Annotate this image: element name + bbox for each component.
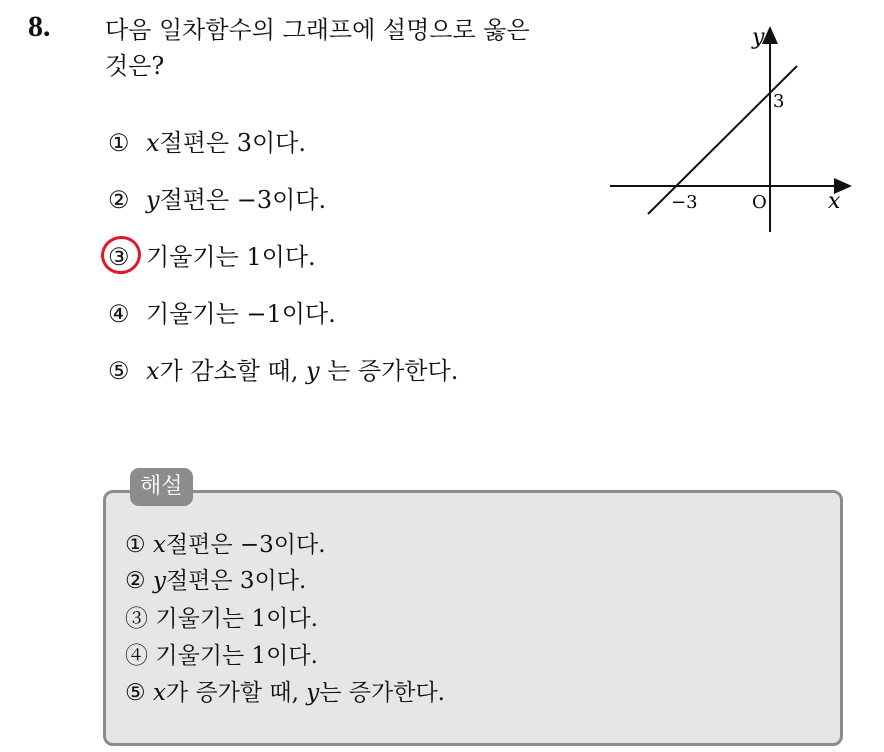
choice-2-variable: y (146, 186, 160, 214)
question-number: 8. (28, 10, 51, 43)
question-line-2: 것은? (105, 52, 165, 80)
y-axis-label: y (752, 25, 765, 50)
choice-4-number: ④ (108, 300, 130, 328)
choice-3-number: ③ (108, 243, 130, 271)
choice-2[interactable] (108, 183, 326, 217)
solution-label: 해설 (130, 468, 193, 506)
origin-label: O (752, 192, 767, 213)
solution-line-5 (125, 675, 445, 711)
choice-5-number: ⑤ (108, 357, 130, 385)
solution-line-2-variable: y (152, 568, 166, 594)
solution-line-3 (125, 601, 318, 637)
solution-line-5-number: ⑤ (125, 680, 146, 706)
linear-function-graph (600, 20, 860, 240)
solution-line-5-text-b: 는 증가한다. (319, 680, 445, 706)
solution-line-4-number: ④ (125, 643, 148, 669)
choice-1-variable: x (146, 129, 160, 157)
choice-1[interactable] (108, 126, 306, 160)
solution-line-5-variable-x: x (152, 680, 166, 706)
solution-line-3-text: 기울기는 1이다. (155, 606, 318, 632)
choice-1-number: ① (108, 129, 130, 157)
solution-line-3-number: ③ (125, 606, 148, 632)
question-text (105, 12, 585, 84)
choice-5-variable-x: x (146, 357, 160, 385)
solution-line-5-variable-y: y (306, 680, 320, 706)
choice-5-text-a: 가 감소할 때, (159, 357, 306, 385)
solution-line-1-variable: x (152, 532, 166, 558)
question-line-1: 다음 일차함수의 그래프에 설명으로 옳은 (105, 16, 530, 44)
choice-4[interactable] (108, 297, 336, 331)
choice-1-text: 절편은 3이다. (159, 129, 306, 157)
solution-line-2-number: ② (125, 568, 146, 594)
choice-5-variable-y: y (305, 357, 320, 385)
solution-line-2 (125, 563, 306, 599)
choice-2-number: ② (108, 186, 130, 214)
x-axis-label: x (828, 189, 841, 214)
solution-line-1-text: 절편은 −3이다. (165, 532, 326, 558)
choice-5[interactable] (108, 354, 458, 388)
choice-2-text: 절편은 −3이다. (159, 186, 327, 214)
choice-4-text: 기울기는 −1이다. (146, 300, 336, 328)
solution-line-4 (125, 638, 318, 674)
choice-5-text-b: 는 증가한다. (319, 357, 459, 385)
solution-line-1-number: ① (125, 532, 146, 558)
solution-line-2-text: 절편은 3이다. (165, 568, 307, 594)
solution-line-4-text: 기울기는 1이다. (155, 643, 318, 669)
choice-3-text: 기울기는 1이다. (146, 243, 316, 271)
y-intercept-label: 3 (773, 91, 785, 112)
x-intercept-label: −3 (671, 192, 698, 213)
solution-line-1 (125, 527, 326, 563)
solution-line-5-text-a: 가 증가할 때, (165, 680, 307, 706)
